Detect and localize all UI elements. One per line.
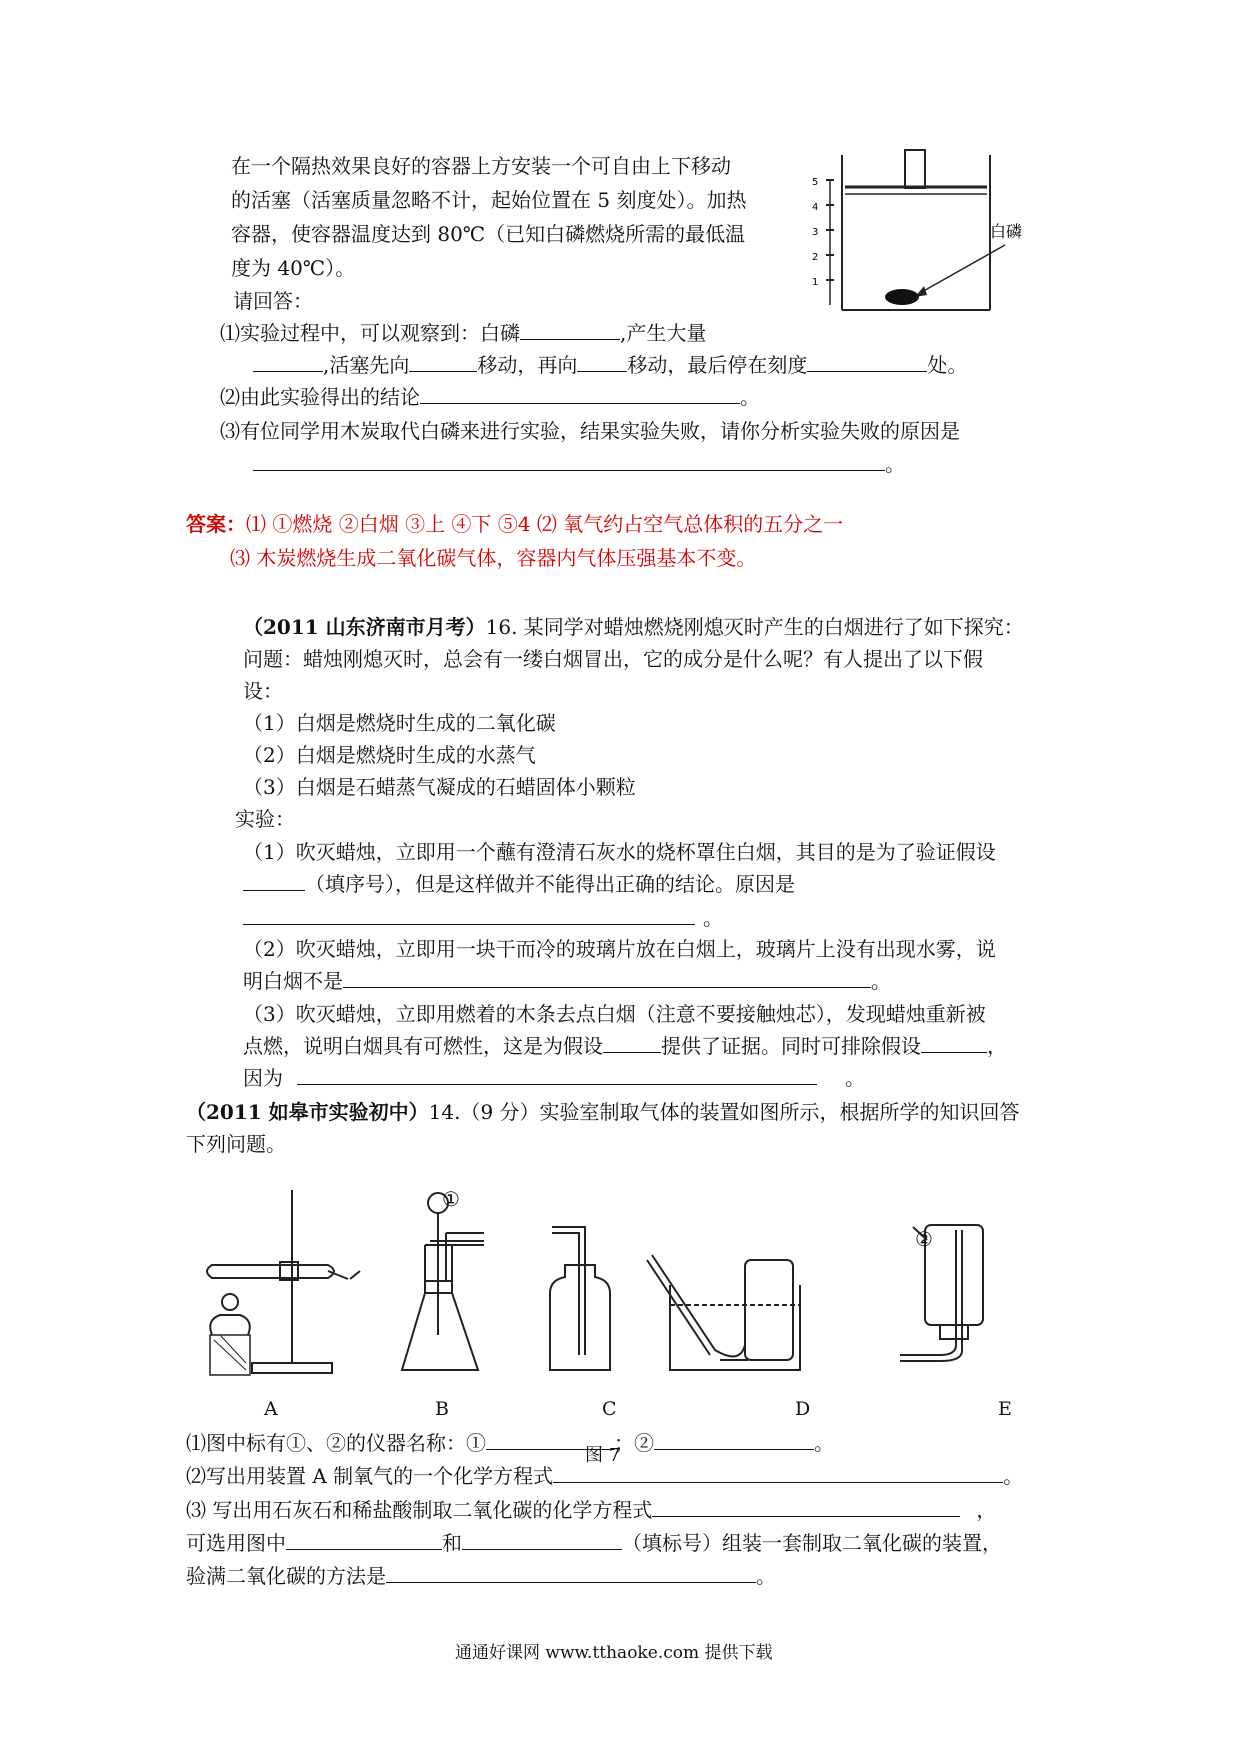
marker-1: ① xyxy=(442,1187,460,1211)
scale-1: 1 xyxy=(812,277,819,288)
blank-2[interactable] xyxy=(253,349,323,372)
blank-20[interactable] xyxy=(386,1560,756,1583)
q14-title: （2011 如皋市实验初中）14.（9 分）实验室制取气体的装置如图所示，根据所学的知识回答 xyxy=(186,1100,1020,1124)
blank-7[interactable] xyxy=(253,448,885,471)
q1-sub3-answer-line: 。 xyxy=(253,448,905,480)
q14-sub3-line1: ⑶ 写出用石灰石和稀盐酸制取二氧化碳的化学方程式 ， xyxy=(186,1494,996,1526)
marker-2: ② xyxy=(915,1227,933,1251)
q16-hypothesis-1: （1）白烟是燃烧时生成的二氧化碳 xyxy=(243,711,556,735)
figure-caption: 图 7 xyxy=(585,1445,621,1466)
blank-17[interactable] xyxy=(652,1494,960,1517)
stem-line-4: 度为 40℃）。 xyxy=(231,256,356,280)
q16-title: （2011 山东济南市月考）16. 某同学对蜡烛燃烧刚熄灭时产生的白烟进行了如下探究： xyxy=(243,615,1024,639)
label-d: D xyxy=(795,1398,811,1420)
blank-9[interactable] xyxy=(243,902,695,925)
blank-5[interactable] xyxy=(807,349,927,372)
blank-8[interactable] xyxy=(243,868,305,891)
footer-text: 通通好课网 www.tthaoke.com 提供下载 xyxy=(455,1643,773,1663)
label-c: C xyxy=(602,1398,617,1420)
blank-16[interactable] xyxy=(553,1460,1003,1483)
stem-line-2: 的活塞（活塞质量忽略不计，起始位置在 5 刻度处）。加热 xyxy=(231,188,747,212)
stem-line-3: 容器，使容器温度达到 80℃（已知白磷燃烧所需的最低温 xyxy=(231,222,746,246)
q1-sub2: ⑵由此实验得出的结论 。 xyxy=(220,381,760,413)
answer-line-1: 答案：⑴ ①燃烧 ②白烟 ③上 ④下 ⑤4 ⑵ 氧气约占空气总体积的五分之一 xyxy=(186,512,844,536)
apparatus-figure xyxy=(200,1185,1080,1435)
q16-exp3-line3: 因为 。 xyxy=(243,1062,865,1094)
q1-sub1-line1: ⑴实验过程中，可以观察到：白磷 ,产生大量 xyxy=(220,317,706,349)
blank-6[interactable] xyxy=(420,381,740,404)
q16-hypothesis-2: （2）白烟是燃烧时生成的水蒸气 xyxy=(243,743,536,767)
label-a: A xyxy=(264,1398,278,1420)
figure-label-white-phosphorus: 白磷 xyxy=(990,222,1023,241)
blank-11[interactable] xyxy=(603,1030,661,1053)
q14-sub1: ⑴图中标有①、②的仪器名称：① ；② 。 xyxy=(186,1427,834,1459)
stem-line-1: 在一个隔热效果良好的容器上方安装一个可自由上下移动 xyxy=(231,154,731,178)
answer-line-2: ⑶ 木炭燃烧生成二氧化碳气体，容器内气体压强基本不变。 xyxy=(230,546,757,570)
blank-13[interactable] xyxy=(297,1062,817,1085)
q14-title-2: 下列问题。 xyxy=(186,1132,286,1156)
q16-experiment-label: 实验： xyxy=(235,807,295,831)
blank-1[interactable] xyxy=(520,317,620,340)
q1-sub1-line2: ,活塞先向 移动，再向 移动，最后停在刻度 处。 xyxy=(253,349,967,381)
q16-exp2-line1: （2）吹灭蜡烛，立即用一块干而冷的玻璃片放在白烟上，玻璃片上没有出现水雾，说 xyxy=(243,937,996,961)
q14-sub3-line2: 可选用图中 和 （填标号）组装一套制取二氧化碳的装置， xyxy=(186,1527,1002,1559)
white-phosphorus xyxy=(885,289,919,305)
blank-12[interactable] xyxy=(921,1030,987,1053)
scale-4: 4 xyxy=(812,202,819,213)
q16-exp3-line1: （3）吹灭蜡烛，立即用燃着的木条去点白烟（注意不要接触烛芯），发现蜡烛重新被 xyxy=(243,1002,986,1026)
scale-5: 5 xyxy=(812,177,819,188)
blank-4[interactable] xyxy=(577,349,627,372)
q14-sub3-line3: 验满二氧化碳的方法是 。 xyxy=(186,1560,776,1592)
blank-3[interactable] xyxy=(409,349,477,372)
blank-19[interactable] xyxy=(462,1527,622,1550)
q16-exp1-line3: 。 xyxy=(243,902,723,934)
q14-sub2: ⑵写出用装置 A 制氧气的一个化学方程式 。 xyxy=(186,1460,1023,1492)
scale-2: 2 xyxy=(812,252,819,263)
please-answer: 请回答： xyxy=(233,289,313,313)
q1-sub3: ⑶有位同学用木炭取代白磷来进行实验，结果实验失败，请你分析实验失败的原因是 xyxy=(220,419,960,443)
q16-exp1-line2: （填序号），但是这样做并不能得出正确的结论。原因是 xyxy=(243,868,795,900)
blank-10[interactable] xyxy=(343,965,871,988)
piston-container-figure xyxy=(790,145,1030,323)
blank-15[interactable] xyxy=(654,1427,814,1450)
q16-problem-2: 设： xyxy=(243,679,283,703)
q16-exp3-line2: 点燃，说明白烟具有可燃性，这是为假设 提供了证据。同时可排除假设 ， xyxy=(243,1030,1007,1062)
label-b: B xyxy=(435,1398,449,1420)
q16-hypothesis-3: （3）白烟是石蜡蒸气凝成的石蜡固体小颗粒 xyxy=(243,775,636,799)
scale-3: 3 xyxy=(812,227,819,238)
q16-exp2-line2: 明白烟不是 。 xyxy=(243,965,891,997)
label-e: E xyxy=(998,1398,1012,1420)
q16-problem-1: 问题：蜡烛刚熄灭时，总会有一缕白烟冒出，它的成分是什么呢？有人提出了以下假 xyxy=(243,647,983,671)
q16-exp1-line1: （1）吹灭蜡烛，立即用一个蘸有澄清石灰水的烧杯罩住白烟，其目的是为了验证假设 xyxy=(243,840,996,864)
blank-18[interactable] xyxy=(286,1527,442,1550)
